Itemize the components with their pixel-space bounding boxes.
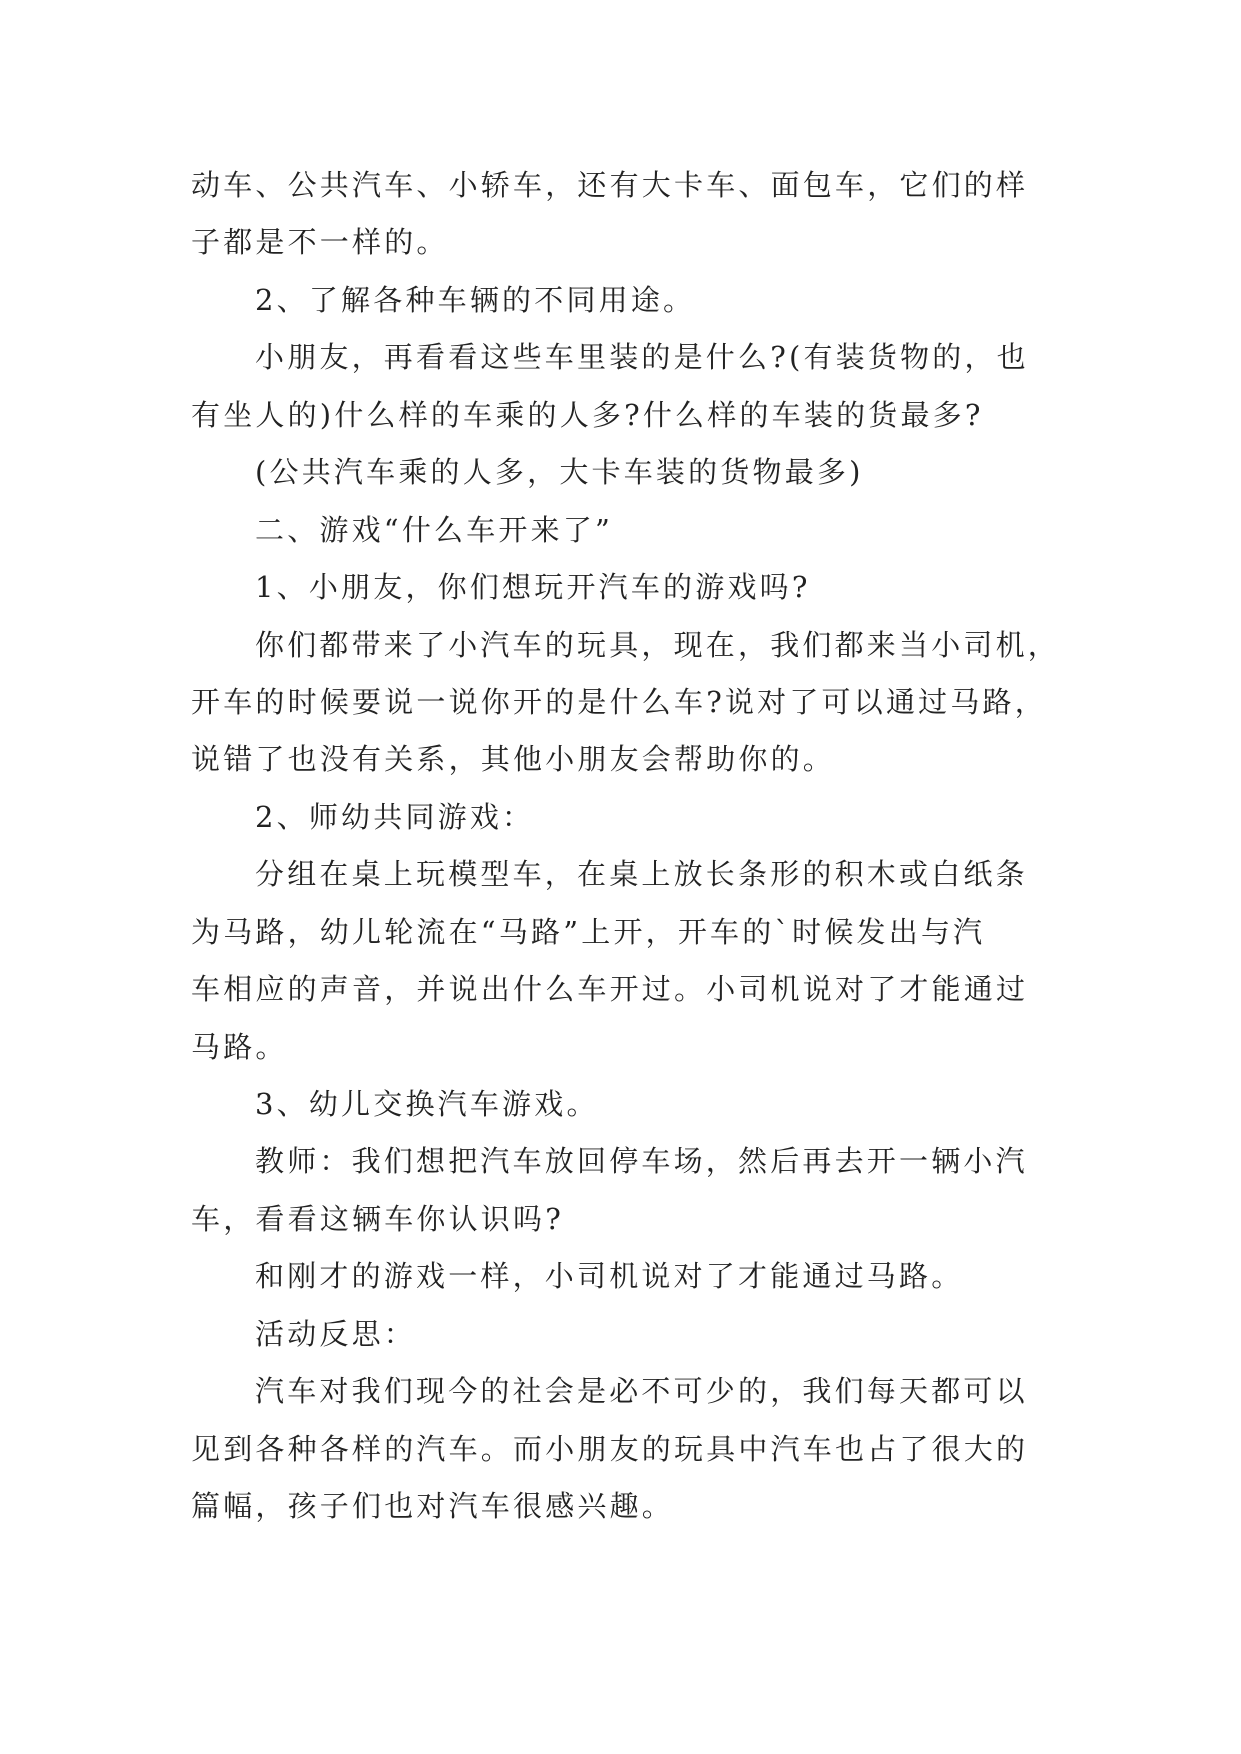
text-line: 见到各种各样的汽车。而小朋友的玩具中汽车也占了很大的 bbox=[191, 1432, 1029, 1466]
text-line: 有坐人的)什么样的车乘的人多?什么样的车装的货最多? bbox=[191, 398, 984, 432]
text-line: 车，看看这辆车你认识吗? bbox=[191, 1202, 564, 1236]
text-line: 1、小朋友，你们想玩开汽车的游戏吗? bbox=[255, 570, 811, 604]
section-heading: 活动反思： bbox=[255, 1317, 417, 1351]
text-line: 你们都带来了小汽车的玩具，现在，我们都来当小司机， bbox=[255, 628, 1061, 662]
text-line: 分组在桌上玩模型车，在桌上放长条形的积木或白纸条 bbox=[255, 857, 1028, 891]
text-line: 动车、公共汽车、小轿车，还有大卡车、面包车，它们的样 bbox=[191, 168, 1029, 202]
text-line: 马路。 bbox=[191, 1030, 288, 1064]
section-heading: 二、游戏“什么车开来了” bbox=[255, 513, 614, 547]
text-line: 汽车对我们现今的社会是必不可少的，我们每天都可以 bbox=[255, 1374, 1028, 1408]
text-line: 说错了也没有关系，其他小朋友会帮助你的。 bbox=[191, 742, 836, 776]
text-line: 和刚才的游戏一样，小司机说对了才能通过马路。 bbox=[255, 1259, 964, 1293]
text-line: 车相应的声音，并说出什么车开过。小司机说对了才能通过 bbox=[191, 972, 1029, 1006]
text-line: 2、师幼共同游戏： bbox=[255, 800, 535, 834]
text-line: (公共汽车乘的人多，大卡车装的货物最多) bbox=[255, 455, 864, 489]
text-line: 为马路，幼儿轮流在“马路”上开，开车的`时候发出与汽 bbox=[191, 915, 986, 949]
text-line: 子都是不一样的。 bbox=[191, 225, 449, 259]
text-line: 小朋友，再看看这些车里装的是什么?(有装货物的，也 bbox=[255, 340, 1029, 374]
text-line: 开车的时候要说一说你开的是什么车?说对了可以通过马路， bbox=[191, 685, 1047, 719]
text-line: 3、幼儿交换汽车游戏。 bbox=[255, 1087, 599, 1121]
text-line: 篇幅，孩子们也对汽车很感兴趣。 bbox=[191, 1489, 675, 1523]
text-line: 2、了解各种车辆的不同用途。 bbox=[255, 283, 696, 317]
text-line: 教师：我们想把汽车放回停车场，然后再去开一辆小汽 bbox=[255, 1144, 1028, 1178]
